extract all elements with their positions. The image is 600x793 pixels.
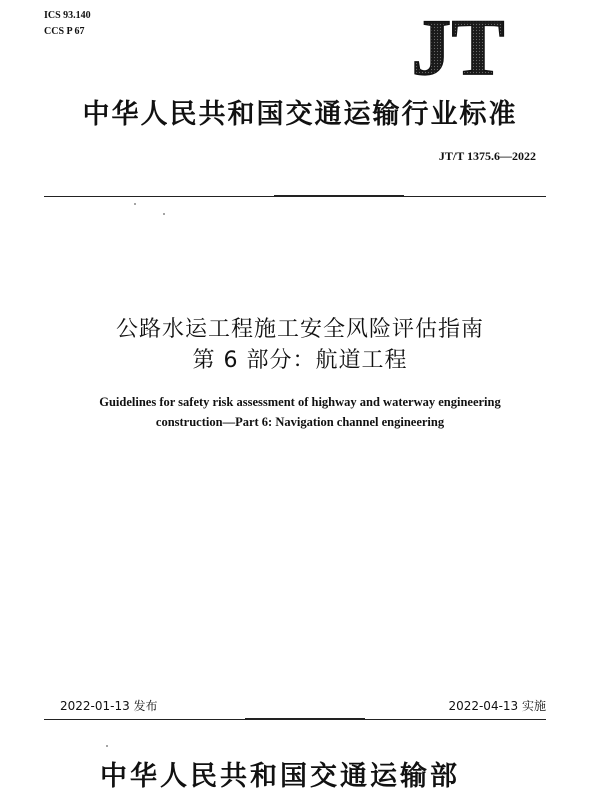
- logo-text: JT: [411, 14, 505, 78]
- ccs-code: CCS P 67: [44, 26, 85, 37]
- standard-category: 中华人民共和国交通运输行业标准: [82, 99, 518, 130]
- footer-divider-accent: [245, 718, 365, 720]
- issue-date: 2022-01-13 发布: [60, 699, 158, 713]
- publisher-name: 中华人民共和国交通运输部: [100, 761, 460, 792]
- scan-speck: [134, 203, 136, 205]
- title-chinese-line-1: 公路水运工程施工安全风险评估指南: [115, 317, 484, 342]
- scan-speck: [163, 213, 165, 215]
- title-chinese-line-2: 第 6 部分：航道工程: [192, 348, 408, 373]
- scan-speck: [106, 745, 108, 747]
- jt-logo: [400, 14, 516, 78]
- title-english-line-2: construction—Part 6: Navigation channel engineering: [155, 415, 445, 429]
- standard-number: JT/T 1375.6—2022: [438, 149, 536, 163]
- implementation-date: 2022-04-13 实施: [448, 699, 546, 713]
- header-divider-accent: [274, 195, 404, 197]
- ics-code: ICS 93.140: [44, 10, 91, 21]
- title-english-line-1: Guidelines for safety risk assessment of highway and waterway engineering: [99, 395, 501, 409]
- classification-codes: [44, 8, 91, 40]
